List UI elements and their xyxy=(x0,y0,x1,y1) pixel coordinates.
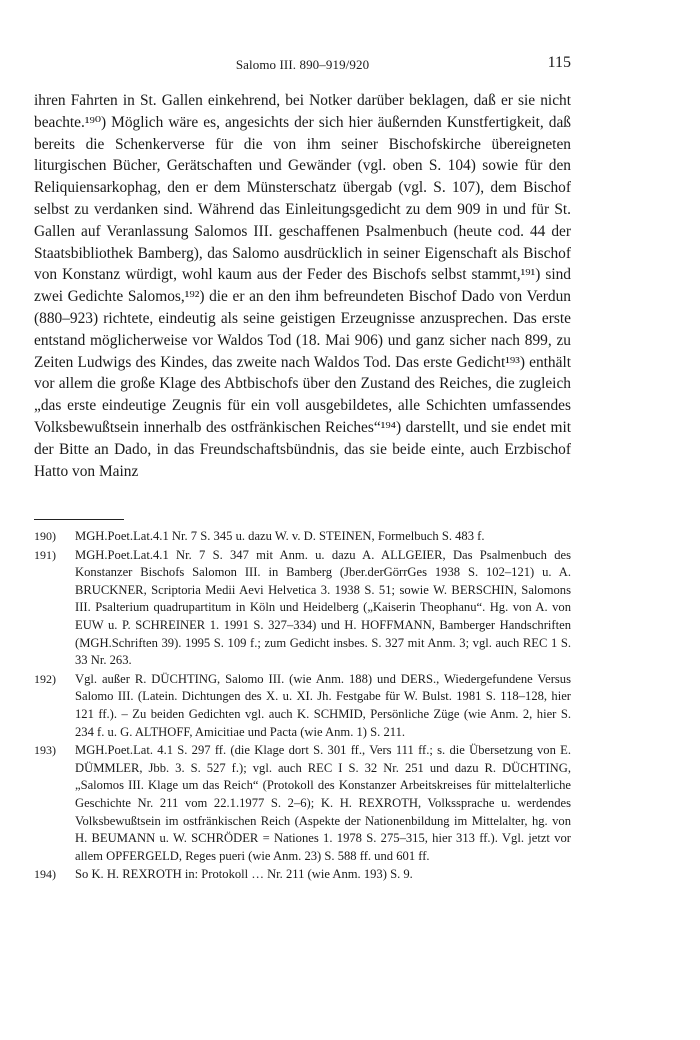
running-title: Salomo III. 890–919/920 xyxy=(235,57,370,72)
footnote-number: 192) xyxy=(34,671,56,686)
page-number: 115 xyxy=(547,54,571,71)
footnote-text: MGH.Poet.Lat.4.1 Nr. 7 S. 345 u. dazu W. v. D. STEINEN, Formelbuch S. 483 f. xyxy=(75,529,485,543)
footnote-191 xyxy=(34,547,571,670)
footnote-193 xyxy=(34,742,571,865)
footnote-text: Vgl. außer R. DÜCHTING, Salomo III. (wie Anm. 188) und DERS., Wiedergefundene Versus Salomo III. (Latein. Dichtungen des X. u. XI. Jh. Festgabe für W. Bulst. 1981 S. 118–128, hier 121 ff.). – Zu beiden Gedichten vgl. auch K. SCHMID, Persönliche Züge (wie Anm. 2, hier S. 234 f. u. G. ALTHOFF, Amicitiae und Pacta (wie Anm. 1) S. 211. xyxy=(75,671,571,739)
footnote-number: 193) xyxy=(34,743,56,758)
footnote-194 xyxy=(34,866,571,884)
footnote-number: 191) xyxy=(34,547,56,562)
footnote-number: 194) xyxy=(34,867,56,882)
footnote-text: MGH.Poet.Lat. 4.1 S. 297 ff. (die Klage dort S. 301 ff., Vers 111 ff.; s. die Übersetzung von E. DÜMMLER, Jbb. 3. S. 527 f.); vgl. auch REC I S. 32 Nr. 251 und dazu R. DÜCHTING, „Salomos III. Klage um das Reich“ (Protokoll des Konstanzer Arbeitskreises für mittelalterliche Geschichte Nr. 211 vom 22.1.1977 S. 2–6); K. H. REXROTH, Volkssprache u. werdendes Volksbewußtsein im ostfränkischen Reich (Aspekte der Nationenbildung im Mittelalter, hg. von H. BEUMANN u. W. SCHRÖDER = Nationes 1. 1978 S. 275–315, hier 313 ff.). Vgl. jetzt vor allem OPFERGELD, Reges pueri (wie Anm. 23) S. 588 ff. und 601 ff. xyxy=(75,743,571,863)
main-text xyxy=(34,90,571,482)
footnote-192 xyxy=(34,671,571,741)
footnotes xyxy=(34,528,571,885)
footnote-separator xyxy=(34,519,124,520)
footnote-text: MGH.Poet.Lat.4.1 Nr. 7 S. 347 mit Anm. u. dazu A. ALLGEIER, Das Psalmenbuch des Konstanzer Bischofs Salomon III. in Bamberg (Jber.derGörrGes 1938 S. 102–121) u. A. BRUCKNER, Scriptoria Medii Aevi Helvetica 3. 1938 S. 51; sowie W. BERSCHIN, Salomons III. Psalterium quadrupartitum in Köln und Heidelberg („Kaiserin Theophanu“. Hg. von A. von EUW u. P. SCHREINER 1. 1991 S. 327–334) und H. HOFFMANN, Bamberger Handschriften (MGH.Schriften 39). 1995 S. 109 f.; zum Gedicht insbes. S. 327 mit Anm. 3; vgl. auch REC 1 S. 33 Nr. 263. xyxy=(75,547,571,668)
footnote-190 xyxy=(34,528,571,546)
footnote-number: 190) xyxy=(34,529,56,543)
body-paragraph: ihren Fahrten in St. Gallen einkehrend, bei Notker darüber beklagen, daß er sie nicht beachte.¹⁹⁰) Möglich wäre es, angesichts der sich hier äußernden Kunstfertigkeit, daß bereits die Schenkerverse für die von ihm seiner Bischofskirche übereigneten liturgischen Bücher, Gerätschaften und Gewänder (vgl. oben S. 104) sowie für den Reliquiensarkophag, den er dem Münsterschatz übergab (vgl. S. 107), dem Bischof selbst zu verdanken sind. Während das Einleitungsgedicht zu dem 909 in und für St. Gallen auf Veranlassung Salomos III. geschaffenen Psalmenbuch (heute cod. 44 der Staatsbibliothek Bamberg), das Salomo ausdrücklich in seiner Eigenschaft als Bischof von Konstanz würdigt, wohl kaum aus der Feder des Bischofs selbst stammt,¹⁹¹) sind zwei Gedichte Salomos,¹⁹²) die er an den ihm befreundeten Bischof Dado von Verdun (880–923) richtete, eindeutig als seine geistigen Erzeugnisse anzusprechen. Das erste entstand möglicherweise vor Waldos Tod (18. Mai 906) und ganz sicher nach 899, zu Zeiten Ludwigs des Kindes, das zweite nach Waldos Tod. Das erste Gedicht¹⁹³) enthält vor allem die große Klage des Abtbischofs über den Zustand des Reiches, die zugleich „das erste eindeutige Zeugnis für ein voll ausgebildetes, alle Schichten umfassendes Volksbewußtsein innerhalb des ostfränkischen Reiches“¹⁹⁴) darstellt, und sie endet mit der Bitte an Dado, in das Freundschaftsbündnis, das sie beide einte, auch Erzbischof Hatto von Mainz xyxy=(34,92,571,480)
footnote-text: So K. H. REXROTH in: Protokoll … Nr. 211 (wie Anm. 193) S. 9. xyxy=(75,867,413,882)
